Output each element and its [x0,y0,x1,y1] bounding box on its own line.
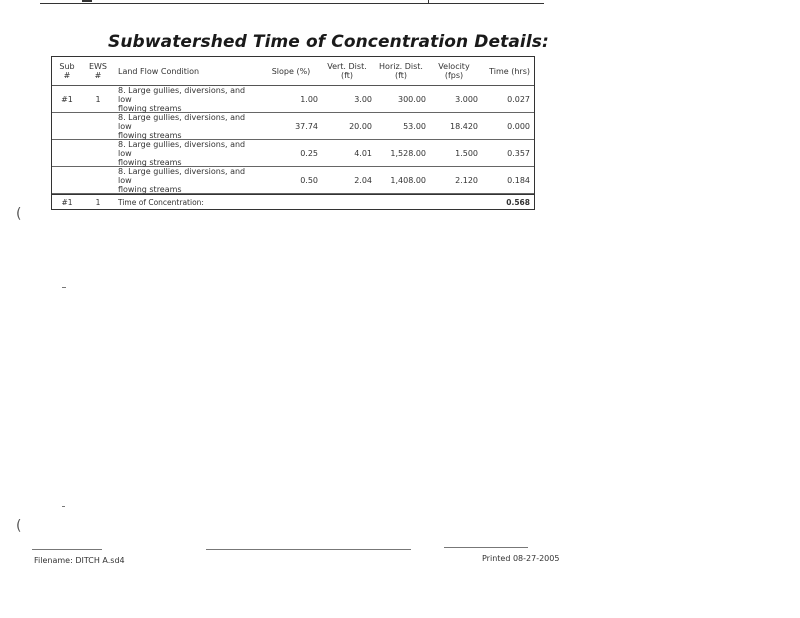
cell-ews: 1 [95,94,101,104]
table-row [52,113,534,140]
top-tick [428,0,429,4]
cell-velocity: 3.000 [455,94,478,104]
footer-rule [32,549,102,550]
scan-dash [62,287,66,288]
header-condition: Land Flow Condition [118,66,200,76]
table-row [52,140,534,167]
table-row [52,86,534,113]
header-velocity: Velocity (fps) [438,62,470,80]
header-sub: Sub # [59,62,75,80]
header-time: Time (hrs) [489,66,530,76]
table-header-row [52,57,534,86]
header-horiz-dist: Horiz. Dist. (ft) [379,62,423,80]
cell-velocity: 2.120 [455,175,478,185]
cell-condition: 8. Large gullies, diversions, and low flowing streams [118,139,246,167]
page-title: Subwatershed Time of Concentration Details: [108,32,549,52]
cell-time: 0.357 [507,148,530,158]
footer-filename: Filename: DITCH A.sd4 [34,556,125,565]
cell-condition: 8. Large gullies, diversions, and low flowing streams [118,85,246,113]
cell-slope: 0.25 [300,148,318,158]
cell-vert-dist: 2.04 [354,175,372,185]
total-time: 0.568 [506,197,530,207]
footer-rule [444,547,528,548]
total-row [52,194,534,209]
header-vert-dist: Vert. Dist. (ft) [327,62,367,80]
cell-horiz-dist: 1,528.00 [390,148,426,158]
cell-horiz-dist: 300.00 [398,94,426,104]
cell-horiz-dist: 53.00 [403,121,426,131]
cell-vert-dist: 4.01 [354,148,372,158]
cell-time: 0.184 [507,175,530,185]
top-rule [40,3,544,4]
cell-condition: 8. Large gullies, diversions, and low flowing streams [118,166,246,194]
footer-rule [206,549,411,550]
top-mark [82,0,92,2]
cell-sub: #1 [61,94,73,104]
total-ews: 1 [95,197,101,207]
cell-time: 0.000 [507,121,530,131]
scan-dash [62,506,65,507]
punch-hole-mark: ( [16,518,22,534]
total-label: Time of Concentration: [118,197,204,207]
cell-slope: 0.50 [300,175,318,185]
cell-velocity: 18.420 [450,121,478,131]
cell-vert-dist: 3.00 [354,94,372,104]
cell-slope: 37.74 [295,121,318,131]
header-ews: EWS # [88,62,108,80]
punch-hole-mark: ( [16,206,22,222]
cell-horiz-dist: 1,408.00 [390,175,426,185]
total-sub: #1 [61,197,73,207]
cell-velocity: 1.500 [455,148,478,158]
footer-printed-date: Printed 08-27-2005 [482,554,560,563]
cell-slope: 1.00 [300,94,318,104]
cell-condition: 8. Large gullies, diversions, and low flowing streams [118,112,246,140]
time-of-concentration-table [51,56,535,210]
cell-time: 0.027 [507,94,530,104]
cell-vert-dist: 20.00 [349,121,372,131]
table-row [52,167,534,194]
header-slope: Slope (%) [271,66,311,76]
